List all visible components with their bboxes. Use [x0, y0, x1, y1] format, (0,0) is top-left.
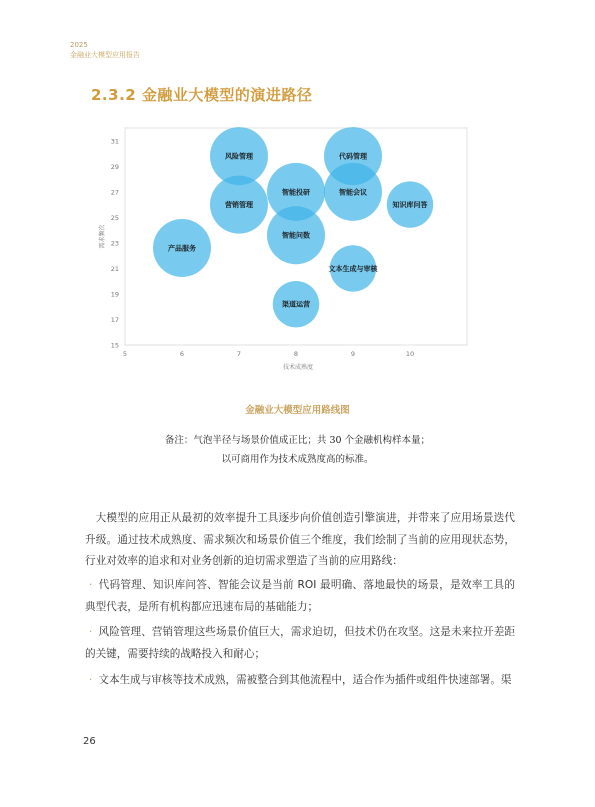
bullet-text: 文本生成与审核等技术成熟，需被整合到其他流程中，适合作为插件或组件快速部署。渠 — [98, 674, 512, 686]
bullet-item — [85, 622, 515, 665]
y-axis-label: 需求频次 — [99, 224, 106, 249]
x-tick-label: 9 — [350, 350, 356, 358]
x-tick-label: 7 — [236, 350, 242, 358]
bullet-item — [85, 575, 515, 618]
y-tick-label: 17 — [110, 315, 119, 324]
body-paragraph: 大模型的应用正从最初的效率提升工具逐步向价值创造引擎演进，并带来了应用场景迭代升级。通过技术成熟度、需求频次和场景价值三个维度，我们绘制了当前的应用现状态势，行业对效率的追求和对业务创新的迫切需求塑造了当前的应用路线： — [85, 512, 515, 567]
bubble-label: 代码管理 — [339, 152, 367, 161]
bubble-label: 风险管理 — [225, 152, 253, 161]
bullet-text: 代码管理、知识库问答、智能会议是当前 ROI 最明确、落地最快的场景，是效率工具的典型代表，是所有机构都应迅速布局的基础能力； — [85, 579, 515, 613]
bullet-marker: · — [89, 579, 93, 591]
bubble-label: 渠道运营 — [282, 300, 310, 309]
page-number: 26 — [83, 736, 96, 747]
bubble-label: 产品服务 — [168, 244, 196, 253]
report-title: 金融业大模型应用报告 — [70, 51, 140, 59]
x-tick-label: 10 — [405, 350, 415, 358]
y-tick-label: 25 — [110, 213, 119, 222]
chart-note-line2: 以可商用作为技术成熟度高的标准。 — [221, 454, 374, 465]
bullet-item — [85, 670, 515, 692]
bubble-label: 营销管理 — [225, 201, 253, 210]
section-title: 2.3.2 金融业大模型的演进路径 — [91, 86, 313, 104]
x-tick-label: 8 — [293, 350, 299, 358]
report-year: 2025 — [70, 41, 88, 49]
x-tick-label: 6 — [179, 350, 185, 358]
bullet-text: 风险管理、营销管理这些场景价值巨大，需求迫切，但技术仍在攻坚。这是未来拉开差距的关键，需要持续的战略投入和耐心； — [85, 626, 515, 660]
y-tick-label: 31 — [110, 137, 119, 146]
y-tick-label: 29 — [110, 162, 119, 171]
y-tick-label: 19 — [110, 290, 119, 299]
bubble-label: 智能问数 — [282, 231, 310, 240]
bubble-label: 文本生成与审核 — [328, 264, 378, 273]
y-tick-label: 15 — [110, 341, 119, 350]
bubble-label: 知识库问答 — [392, 201, 428, 210]
bullet-marker: · — [89, 674, 93, 686]
y-tick-label: 21 — [110, 264, 119, 273]
x-axis-label: 技术成熟度 — [282, 364, 314, 371]
bubble-chart — [90, 118, 490, 378]
chart-caption: 金融业大模型应用路线图 — [245, 405, 350, 416]
y-tick-label: 23 — [110, 239, 119, 248]
bubble-label: 智能投研 — [282, 188, 310, 197]
chart-note-line1: 备注：气泡半径与场景价值成正比；共 30 个金融机构样本量； — [164, 435, 431, 446]
y-tick-label: 27 — [110, 188, 119, 197]
bullet-marker: · — [89, 626, 93, 638]
x-tick-label: 5 — [122, 350, 128, 358]
bubble-label: 智能会议 — [339, 188, 367, 197]
